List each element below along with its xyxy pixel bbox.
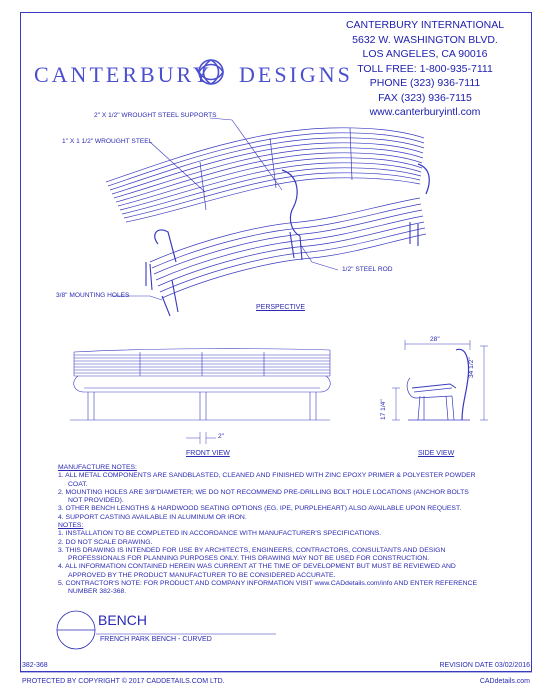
note-2: 2. DO NOT SCALE DRAWING.	[58, 538, 153, 546]
note-4: 4. ALL INFORMATION CONTAINED HEREIN WAS CURRENT AT THE TIME OF DEVELOPMENT BUT MUST BE REVIEWED AND APPROVED BY THE PRODUCT MANUFACTURER TO BE CONSIDERED ACCURATE.	[58, 563, 456, 579]
reference-number: 382-368	[22, 662, 48, 669]
note-3: 3. THIS DRAWING IS INTENDED FOR USE BY ARCHITECTS, ENGINEERS, CONTRACTORS, CONSULTANTS AND DESIGN PROFESSIONALS FOR PLANNING PURPOSES ONLY. THIS DRAWING MAY NOT BE USED FOR CONSTRUCTION.	[58, 546, 446, 563]
manufacture-note-4: 4. SUPPORT CASTING AVAILABLE IN ALUMINUM OR IRON.	[58, 513, 247, 521]
manufacture-note-2: 2. MOUNTING HOLES ARE 3/8"DIAMETER; WE DO NOT RECOMMEND PRE-DRILLING BOLT HOLE LOCATIONS (ANCHOR BOLTS NOT PROVIDED).	[58, 488, 469, 505]
callout-holes: 3/8" MOUNTING HOLES	[56, 292, 130, 299]
callout-rod: 1/2" STEEL ROD	[342, 266, 393, 273]
view-label-side: SIDE VIEW	[418, 450, 455, 457]
note-1: 1. INSTALLATION TO BE COMPLETED IN ACCORDANCE WITH MANUFACTURER'S SPECIFICATIONS.	[58, 530, 382, 538]
address-line: 5632 W. WASHINGTON BLVD.	[352, 33, 498, 46]
manufacture-note-1: 1. ALL METAL COMPONENTS ARE SANDBLASTED, CLEANED AND FINISHED WITH ZINC EPOXY PRIMER & POLYESTER POWDER COAT.	[58, 472, 476, 488]
view-label-front: FRONT VIEW	[186, 450, 230, 457]
dim-depth: 28"	[430, 336, 440, 343]
copyright: PROTECTED BY COPYRIGHT © 2017 CADDETAILS.COM LTD.	[22, 678, 225, 685]
callout-supports: 2" X 1/2" WROUGHT STEEL SUPPORTS	[94, 112, 217, 119]
drawing-title: BENCH	[98, 612, 148, 628]
general-notes	[58, 522, 488, 597]
view-label-perspective: PERSPECTIVE	[256, 304, 306, 311]
fax: FAX (323) 936-7115	[378, 91, 472, 104]
note-5: 5. CONTRACTOR'S NOTE: FOR PRODUCT AND COMPANY INFORMATION VISIT www.CADdetails.com/info AND ENTER REFERENCE NUMBER 382-368.	[58, 580, 477, 596]
revision-date: REVISION DATE 03/02/2016	[439, 662, 530, 669]
logo-text-left: CANTERBURY	[34, 62, 212, 87]
footer-site: CADdetails.com	[479, 678, 530, 685]
city-line: LOS ANGELES, CA 90016	[362, 48, 488, 60]
phone: PHONE (323) 936-7111	[369, 77, 481, 89]
logo-text-right: DESIGNS	[239, 62, 353, 87]
company-name: CANTERBURY INTERNATIONAL	[345, 19, 505, 31]
toll-free: TOLL FREE: 1-800-935-7111	[357, 62, 493, 75]
dim-front-gap: 2"	[218, 433, 225, 440]
drawing-subtitle: FRENCH PARK BENCH - CURVED	[100, 636, 212, 643]
website: www.canterburyintl.com	[369, 106, 481, 118]
manufacture-notes	[58, 464, 478, 522]
manufacture-note-3: 3. OTHER BENCH LENGTHS & HARDWOOD SEATING OPTIONS (EG. IPE, PURPLEHEART) ALSO AVAILABLE UPON REQUEST.	[58, 505, 462, 513]
dim-seat-height: 17 1/4"	[380, 399, 387, 420]
dim-height: 34 1/2"	[468, 357, 475, 378]
manufacture-notes-heading: MANUFACTURE NOTES:	[58, 464, 137, 471]
contact-block	[330, 18, 520, 120]
notes-heading: NOTES:	[58, 522, 84, 529]
callout-steel: 1" X 1 1/2" WROUGHT STEEL	[62, 138, 153, 145]
